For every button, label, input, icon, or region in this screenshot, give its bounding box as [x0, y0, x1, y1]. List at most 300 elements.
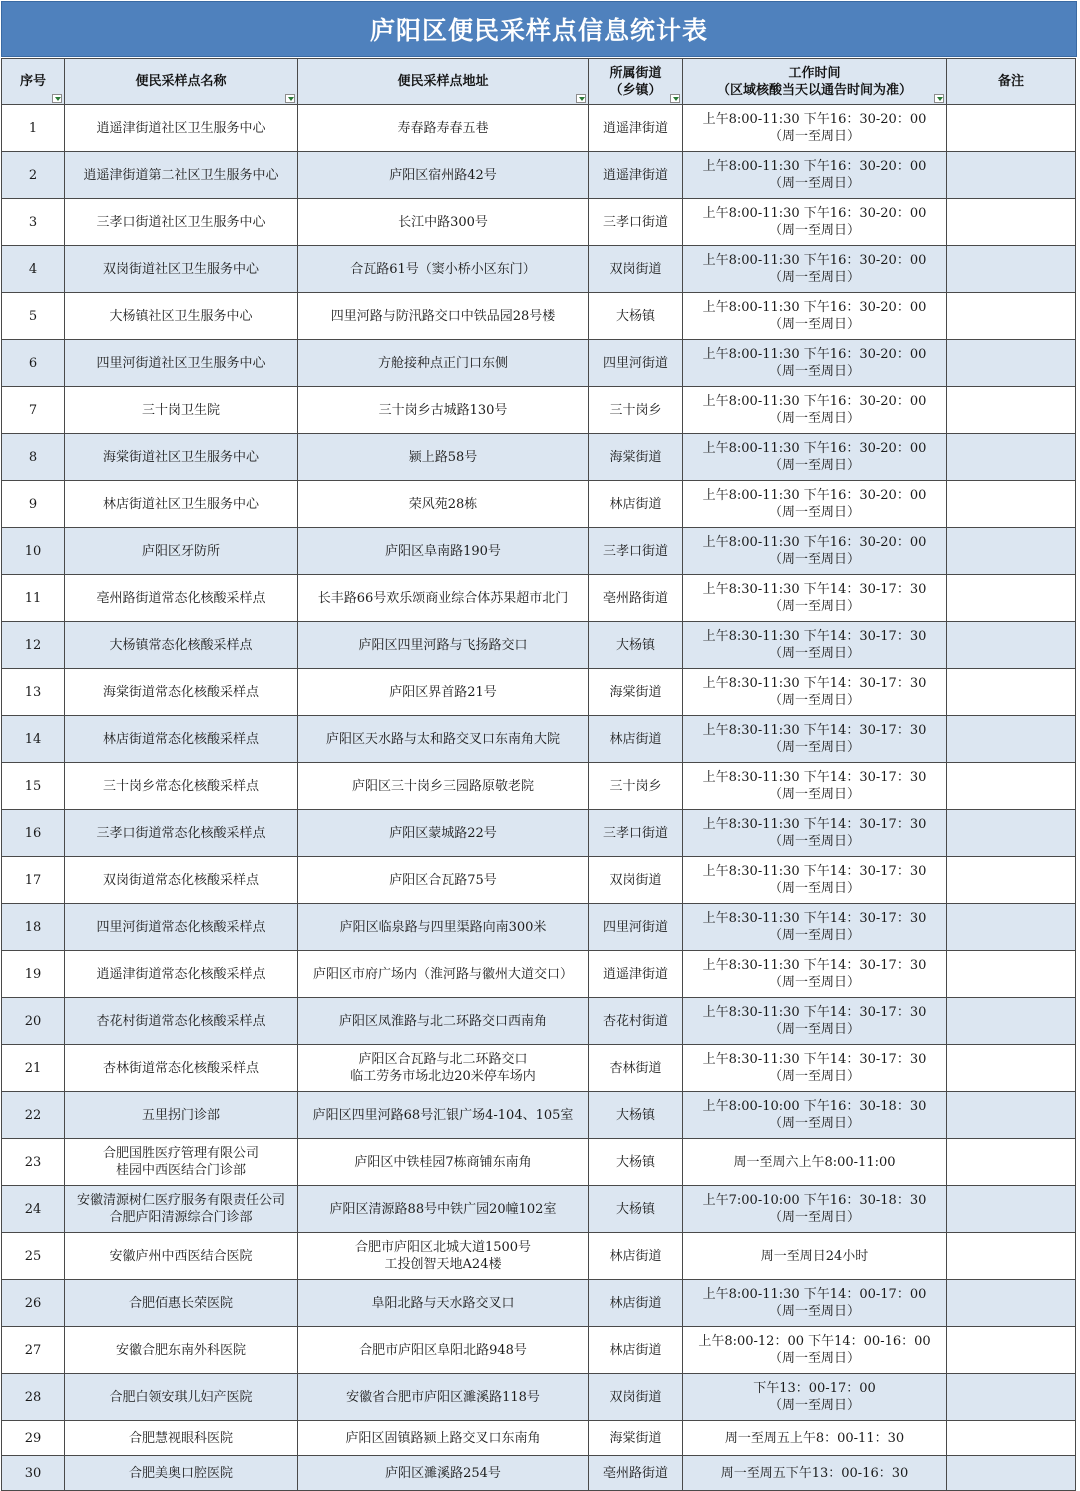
cell-seq	[2, 434, 65, 481]
cell-address-line: 庐阳区界首路21号	[389, 684, 497, 700]
cell-address	[298, 1374, 589, 1421]
cell-seq-line: 19	[24, 966, 42, 982]
cell-hours-line: （周一至周日）	[768, 1351, 860, 1366]
cell-street-line: 海棠街道	[609, 1430, 662, 1446]
cell-hours	[683, 434, 947, 481]
cell-note	[947, 575, 1076, 622]
filter-dropdown-icon[interactable]	[285, 94, 295, 103]
cell-address-line: 工投创智天地A24楼	[384, 1257, 502, 1272]
cell-hours	[683, 1327, 947, 1374]
cell-street	[589, 340, 683, 387]
cell-name	[65, 904, 298, 951]
cell-name	[65, 1280, 298, 1327]
cell-seq-line: 24	[24, 1201, 42, 1217]
cell-hours-line: 上午8:00-11:30 下午16：30-20：00	[702, 159, 927, 174]
cell-hours-line: 上午8:00-11:30 下午16：30-20：00	[702, 253, 927, 268]
cell-street	[589, 575, 683, 622]
cell-note	[947, 857, 1076, 904]
cell-name	[65, 1233, 298, 1280]
cell-name	[65, 669, 298, 716]
cell-address-line: 方舱接种点正门口东侧	[377, 355, 508, 371]
cell-name-line: 安徽合肥东南外科医院	[115, 1342, 246, 1358]
cell-hours-line: （周一至周日）	[768, 458, 860, 473]
cell-hours-line: （周一至周日）	[768, 975, 860, 990]
cell-hours	[683, 293, 947, 340]
cell-note	[947, 481, 1076, 528]
cell-street	[589, 199, 683, 246]
cell-hours-line: （周一至周日）	[768, 129, 860, 144]
filter-dropdown-icon[interactable]	[934, 94, 944, 103]
cell-street-line: 双岗街道	[609, 1389, 662, 1405]
cell-name-line: 海棠街道常态化核酸采样点	[102, 684, 259, 700]
cell-hours-line: 上午8:00-11:30 下午16：30-20：00	[702, 112, 927, 127]
header-hours-sublabel: （区域核酸当天以通告时间为准）	[716, 82, 912, 98]
cell-hours	[683, 1456, 947, 1491]
cell-name-line: 合肥慧视眼科医院	[128, 1430, 233, 1446]
cell-street	[589, 1421, 683, 1456]
cell-street	[589, 528, 683, 575]
cell-address-line: 庐阳区固镇路颍上路交叉口东南角	[345, 1430, 541, 1446]
cell-name-line: 合肥国胜医疗管理有限公司	[102, 1146, 259, 1161]
cell-note	[947, 1233, 1076, 1280]
cell-seq-line: 25	[24, 1248, 42, 1264]
cell-address	[298, 434, 589, 481]
cell-address	[298, 998, 589, 1045]
cell-name-line: 三十岗乡常态化核酸采样点	[102, 778, 259, 794]
cell-name-line: 四里河街道常态化核酸采样点	[96, 919, 266, 935]
cell-note	[947, 763, 1076, 810]
cell-seq-line: 3	[28, 214, 38, 230]
cell-address-line: 庐阳区宿州路42号	[389, 167, 497, 183]
table-row	[2, 1327, 1076, 1374]
cell-name-line: 合肥佰惠长荣医院	[128, 1295, 233, 1311]
table-row	[2, 340, 1076, 387]
cell-name	[65, 575, 298, 622]
cell-street	[589, 1327, 683, 1374]
cell-hours-line: （周一至周日）	[768, 1398, 860, 1413]
cell-hours	[683, 1186, 947, 1233]
cell-hours	[683, 1045, 947, 1092]
cell-name	[65, 716, 298, 763]
cell-hours-line: 上午8:00-11:30 下午16：30-20：00	[702, 347, 927, 362]
cell-street	[589, 998, 683, 1045]
cell-seq-line: 7	[28, 402, 38, 418]
filter-dropdown-icon[interactable]	[52, 94, 62, 103]
cell-note	[947, 434, 1076, 481]
cell-name-line: 合肥美奥口腔医院	[128, 1465, 233, 1481]
cell-name	[65, 1374, 298, 1421]
cell-address	[298, 387, 589, 434]
cell-hours-line: （周一至周日）	[768, 928, 860, 943]
cell-name	[65, 763, 298, 810]
cell-street	[589, 1186, 683, 1233]
cell-hours-line: （周一至周日）	[768, 646, 860, 661]
cell-seq	[2, 246, 65, 293]
table-row	[2, 1233, 1076, 1280]
cell-hours	[683, 528, 947, 575]
cell-note	[947, 387, 1076, 434]
cell-hours-line: （周一至周日）	[768, 787, 860, 802]
cell-name-line: 四里河街道社区卫生服务中心	[96, 355, 266, 371]
cell-name	[65, 1045, 298, 1092]
cell-hours-line: 上午8:00-11:30 下午16：30-20：00	[702, 441, 927, 456]
cell-street	[589, 1280, 683, 1327]
cell-name-line: 合肥白领安琪儿妇产医院	[109, 1389, 253, 1405]
cell-address-line: 合肥市庐阳区北城大道1500号	[354, 1240, 532, 1255]
cell-note	[947, 622, 1076, 669]
cell-address	[298, 622, 589, 669]
cell-address-line: 长丰路66号欢乐颂商业综合体苏果超市北门	[317, 590, 569, 606]
cell-street	[589, 669, 683, 716]
cell-seq	[2, 810, 65, 857]
cell-seq	[2, 857, 65, 904]
cell-street-line: 大杨镇	[615, 637, 655, 653]
cell-seq	[2, 528, 65, 575]
cell-hours-line: （周一至周日）	[768, 1210, 860, 1225]
cell-hours	[683, 387, 947, 434]
cell-address-line: 庐阳区阜南路190号	[385, 543, 501, 559]
cell-hours	[683, 763, 947, 810]
cell-seq	[2, 716, 65, 763]
cell-seq	[2, 622, 65, 669]
cell-street	[589, 1456, 683, 1491]
cell-seq-line: 27	[24, 1342, 42, 1358]
cell-address-line: 庐阳区合瓦路与北二环路交口	[358, 1052, 528, 1067]
cell-hours	[683, 998, 947, 1045]
cell-seq-line: 20	[24, 1013, 42, 1029]
cell-note	[947, 810, 1076, 857]
cell-address-line: 庐阳区清源路88号中铁广园20幢102室	[329, 1201, 557, 1217]
cell-note	[947, 105, 1076, 152]
table-body	[2, 105, 1076, 1491]
cell-seq	[2, 1186, 65, 1233]
cell-address-line: 长江中路300号	[398, 214, 488, 230]
cell-address	[298, 199, 589, 246]
cell-address	[298, 1045, 589, 1092]
cell-name	[65, 1092, 298, 1139]
cell-note	[947, 669, 1076, 716]
cell-name-line: 林店街道社区卫生服务中心	[102, 496, 259, 512]
table-row	[2, 246, 1076, 293]
cell-note	[947, 1280, 1076, 1327]
cell-hours	[683, 669, 947, 716]
cell-hours	[683, 1280, 947, 1327]
table-row	[2, 716, 1076, 763]
filter-dropdown-icon[interactable]	[576, 94, 586, 103]
cell-street-line: 三孝口街道	[602, 543, 668, 559]
header-note-label: 备注	[997, 74, 1024, 89]
cell-seq	[2, 763, 65, 810]
cell-name	[65, 1327, 298, 1374]
cell-street-line: 三孝口街道	[602, 825, 668, 841]
cell-name	[65, 481, 298, 528]
cell-name-line: 海棠街道社区卫生服务中心	[102, 449, 259, 465]
cell-address-line: 庐阳区市府广场内（淮河路与徽州大道交口）	[312, 966, 573, 982]
cell-name-line: 杏林街道常态化核酸采样点	[102, 1060, 259, 1076]
cell-street	[589, 716, 683, 763]
table-row	[2, 434, 1076, 481]
sampling-sites-table	[1, 58, 1076, 1491]
cell-seq-line: 12	[24, 637, 42, 653]
table-title: 庐阳区便民采样点信息统计表	[1, 1, 1077, 57]
cell-hours-line: 上午8:30-11:30 下午14：30-17：30	[702, 629, 927, 644]
cell-street	[589, 1092, 683, 1139]
table-row	[2, 904, 1076, 951]
cell-seq-line: 4	[28, 261, 38, 277]
cell-seq	[2, 1092, 65, 1139]
cell-hours	[683, 810, 947, 857]
cell-street-line: 双岗街道	[609, 872, 662, 888]
cell-street	[589, 857, 683, 904]
table-row	[2, 998, 1076, 1045]
cell-address-line: 安徽省合肥市庐阳区濉溪路118号	[346, 1389, 540, 1405]
cell-address	[298, 105, 589, 152]
cell-address-line: 庐阳区天水路与太和路交叉口东南角大院	[325, 731, 560, 747]
table-row	[2, 1092, 1076, 1139]
cell-seq	[2, 1233, 65, 1280]
cell-seq	[2, 481, 65, 528]
cell-seq	[2, 998, 65, 1045]
cell-note	[947, 951, 1076, 998]
cell-hours-line: 上午8:00-11:30 下午16：30-20：00	[702, 488, 927, 503]
cell-seq-line: 1	[28, 120, 38, 136]
cell-seq	[2, 1139, 65, 1186]
cell-hours-line: 上午8:00-11:30 下午16：30-20：00	[702, 300, 927, 315]
cell-hours-line: （周一至周日）	[768, 505, 860, 520]
cell-street	[589, 951, 683, 998]
cell-address	[298, 1327, 589, 1374]
header-street-label: 所属街道	[609, 65, 662, 81]
table-row	[2, 1456, 1076, 1491]
cell-address	[298, 810, 589, 857]
cell-note	[947, 1421, 1076, 1456]
table-row	[2, 669, 1076, 716]
cell-street-line: 双岗街道	[609, 261, 662, 277]
cell-street	[589, 763, 683, 810]
table-row	[2, 199, 1076, 246]
cell-address	[298, 1233, 589, 1280]
cell-seq	[2, 1280, 65, 1327]
cell-name-line: 桂园中西医结合门诊部	[115, 1163, 246, 1178]
cell-hours	[683, 951, 947, 998]
cell-address-line: 合肥市庐阳区阜阳北路948号	[359, 1342, 527, 1358]
cell-seq-line: 14	[24, 731, 42, 747]
cell-street	[589, 387, 683, 434]
cell-name-line: 逍遥津街道常态化核酸采样点	[96, 966, 266, 982]
cell-seq-line: 8	[28, 449, 38, 465]
cell-street	[589, 904, 683, 951]
table-row	[2, 1374, 1076, 1421]
cell-hours	[683, 246, 947, 293]
cell-note	[947, 1374, 1076, 1421]
cell-hours-line: （周一至周日）	[768, 1022, 860, 1037]
cell-address	[298, 904, 589, 951]
cell-street	[589, 1374, 683, 1421]
cell-street	[589, 246, 683, 293]
cell-hours-line: （周一至周日）	[768, 223, 860, 238]
cell-street	[589, 152, 683, 199]
cell-name	[65, 387, 298, 434]
cell-seq-line: 11	[24, 590, 42, 606]
cell-address	[298, 1092, 589, 1139]
header-seq	[2, 59, 65, 105]
cell-name	[65, 293, 298, 340]
cell-hours	[683, 199, 947, 246]
cell-street	[589, 1233, 683, 1280]
cell-address-line: 合瓦路61号（窦小桥小区东门）	[350, 261, 536, 277]
table-row	[2, 1421, 1076, 1456]
cell-address	[298, 857, 589, 904]
table-row	[2, 857, 1076, 904]
cell-street	[589, 434, 683, 481]
header-name-label: 便民采样点名称	[135, 74, 227, 89]
cell-address	[298, 951, 589, 998]
cell-street	[589, 293, 683, 340]
cell-address-line: 荣风苑28栋	[408, 496, 478, 512]
cell-note	[947, 152, 1076, 199]
cell-note	[947, 246, 1076, 293]
cell-hours-line: 上午8:30-11:30 下午14：30-17：30	[702, 676, 927, 691]
cell-seq-line: 21	[24, 1060, 42, 1076]
cell-street-line: 四里河街道	[602, 355, 668, 371]
cell-hours-line: （周一至周日）	[768, 740, 860, 755]
cell-address	[298, 340, 589, 387]
cell-note	[947, 528, 1076, 575]
cell-street-line: 三十岗乡	[609, 402, 662, 418]
cell-hours-line: 周一至周六上午8:00-11:00	[733, 1154, 896, 1170]
cell-hours-line: （周一至周日）	[768, 693, 860, 708]
cell-name	[65, 246, 298, 293]
cell-hours	[683, 105, 947, 152]
cell-address-line: 庐阳区蒙城路22号	[389, 825, 497, 841]
cell-hours-line: 上午8:30-11:30 下午14：30-17：30	[702, 911, 927, 926]
cell-address-line: 庐阳区中铁桂园7栋商铺东南角	[354, 1154, 532, 1170]
cell-address-line: 颍上路58号	[408, 449, 478, 465]
cell-hours-line: 周一至周日24小时	[760, 1248, 869, 1264]
cell-hours-line: 上午8:00-11:30 下午16：30-20：00	[702, 394, 927, 409]
cell-street	[589, 1045, 683, 1092]
cell-seq	[2, 387, 65, 434]
cell-street-line: 三十岗乡	[609, 778, 662, 794]
cell-name-line: 逍遥津街道第二社区卫生服务中心	[83, 167, 279, 183]
cell-address	[298, 1280, 589, 1327]
cell-hours-line: 上午8:00-12：00 下午14：00-16：00	[698, 1334, 931, 1349]
cell-note	[947, 293, 1076, 340]
cell-name-line: 双岗街道常态化核酸采样点	[102, 872, 259, 888]
cell-address	[298, 152, 589, 199]
cell-hours-line: 上午8:00-11:30 下午14：00-17：00	[702, 1287, 927, 1302]
cell-seq	[2, 669, 65, 716]
header-seq-label: 序号	[19, 74, 46, 89]
cell-street-line: 林店街道	[609, 1342, 662, 1358]
cell-name-line: 合肥庐阳清源综合门诊部	[109, 1210, 253, 1225]
cell-seq	[2, 293, 65, 340]
cell-seq	[2, 1374, 65, 1421]
table-row	[2, 1139, 1076, 1186]
cell-street-line: 海棠街道	[609, 684, 662, 700]
cell-name-line: 亳州路街道常态化核酸采样点	[96, 590, 266, 606]
cell-seq-line: 29	[24, 1430, 42, 1446]
cell-note	[947, 716, 1076, 763]
cell-hours	[683, 904, 947, 951]
cell-street	[589, 622, 683, 669]
cell-street-line: 海棠街道	[609, 449, 662, 465]
cell-street-line: 林店街道	[609, 1248, 662, 1264]
table-row	[2, 575, 1076, 622]
table-row	[2, 293, 1076, 340]
cell-hours-line: 上午8:00-11:30 下午16：30-20：00	[702, 206, 927, 221]
cell-hours-line: （周一至周日）	[768, 270, 860, 285]
cell-address-line: 四里河路与防汛路交口中铁品园28号楼	[330, 308, 556, 324]
cell-seq	[2, 340, 65, 387]
cell-hours	[683, 1374, 947, 1421]
cell-address	[298, 763, 589, 810]
filter-dropdown-icon[interactable]	[670, 94, 680, 103]
cell-seq	[2, 1045, 65, 1092]
cell-hours	[683, 481, 947, 528]
cell-hours-line: 上午8:30-11:30 下午14：30-17：30	[702, 723, 927, 738]
cell-name-line: 三孝口街道常态化核酸采样点	[96, 825, 266, 841]
cell-name-line: 庐阳区牙防所	[141, 543, 220, 559]
cell-hours-line: 周一至周五下午13：00-16：30	[720, 1465, 909, 1481]
cell-street	[589, 481, 683, 528]
cell-address-line: 阜阳北路与天水路交叉口	[371, 1295, 515, 1311]
cell-hours-line: 上午8:00-11:30 下午16：30-20：00	[702, 535, 927, 550]
cell-seq-line: 17	[24, 872, 42, 888]
cell-hours-line: （周一至周日）	[768, 411, 860, 426]
cell-seq	[2, 1421, 65, 1456]
cell-hours-line: （周一至周日）	[768, 1069, 860, 1084]
table-row	[2, 152, 1076, 199]
cell-hours-line: （周一至周日）	[768, 834, 860, 849]
cell-name	[65, 340, 298, 387]
cell-street-line: 亳州路街道	[602, 590, 668, 606]
cell-hours	[683, 340, 947, 387]
header-row	[2, 59, 1076, 105]
cell-seq-line: 22	[24, 1107, 42, 1123]
cell-name	[65, 857, 298, 904]
cell-street-line: 亳州路街道	[602, 1465, 668, 1481]
cell-note	[947, 1045, 1076, 1092]
table-row	[2, 1186, 1076, 1233]
cell-note	[947, 904, 1076, 951]
cell-name	[65, 528, 298, 575]
cell-hours	[683, 622, 947, 669]
cell-address-line: 庐阳区四里河路68号汇银广场4-104、105室	[312, 1107, 574, 1123]
cell-name	[65, 105, 298, 152]
cell-hours-line: （周一至周日）	[768, 364, 860, 379]
cell-hours-line: 周一至周五上午8：00-11：30	[724, 1430, 905, 1446]
cell-hours-line: （周一至周日）	[768, 317, 860, 332]
cell-address-line: 临工劳务市场北边20米停车场内	[350, 1069, 536, 1084]
cell-name	[65, 622, 298, 669]
header-name	[65, 59, 298, 105]
cell-seq	[2, 199, 65, 246]
cell-address-line: 庐阳区合瓦路75号	[389, 872, 497, 888]
cell-address-line: 寿春路寿春五巷	[397, 120, 489, 136]
cell-note	[947, 1327, 1076, 1374]
cell-seq	[2, 904, 65, 951]
cell-street-line: 逍遥津街道	[602, 120, 668, 136]
header-address-label: 便民采样点地址	[397, 74, 489, 89]
cell-name-line: 大杨镇常态化核酸采样点	[109, 637, 253, 653]
cell-note	[947, 1186, 1076, 1233]
table-row	[2, 387, 1076, 434]
cell-hours	[683, 1421, 947, 1456]
cell-address	[298, 246, 589, 293]
cell-name	[65, 951, 298, 998]
cell-street-line: 林店街道	[609, 1295, 662, 1311]
